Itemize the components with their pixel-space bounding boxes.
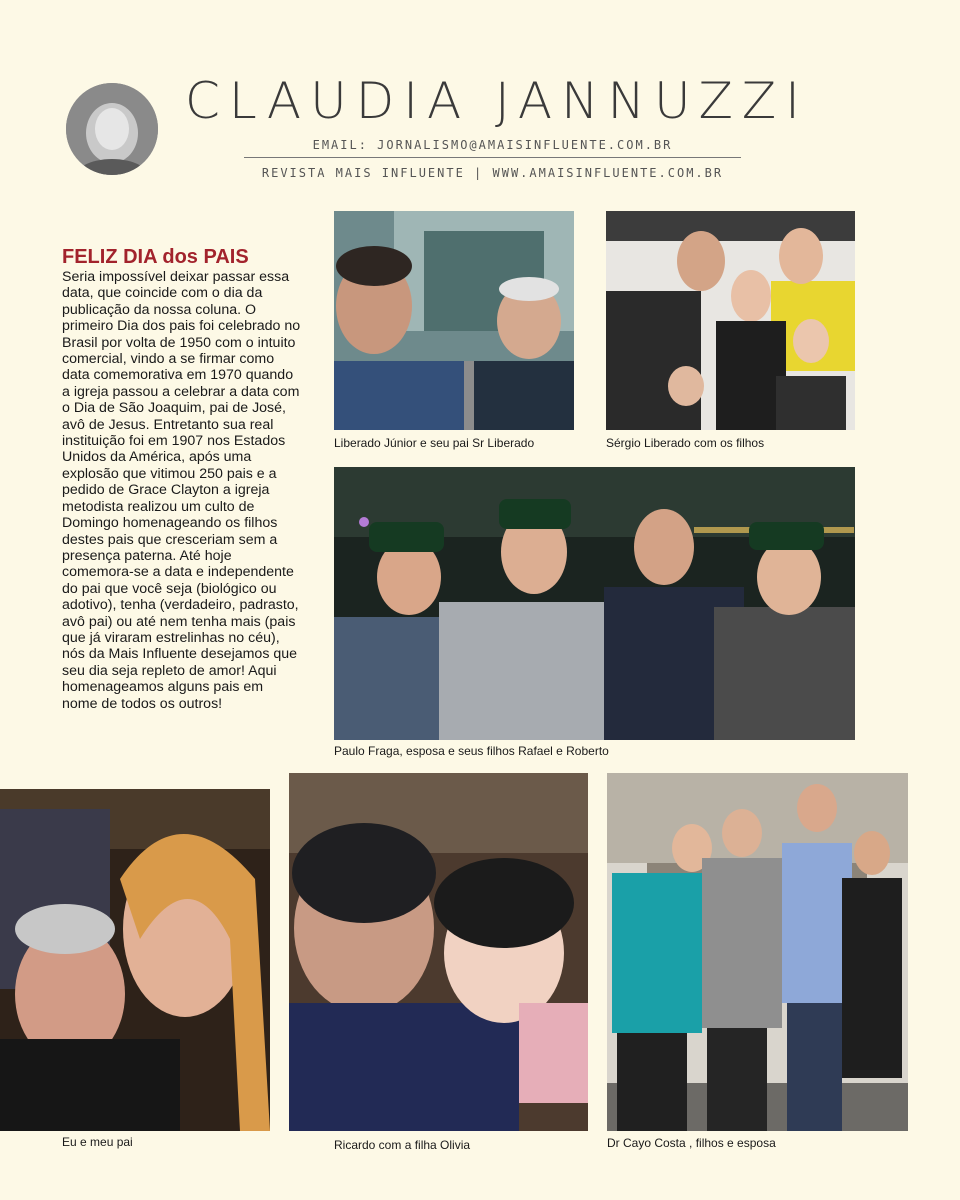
author-avatar bbox=[66, 83, 158, 175]
article-headline: FELIZ DIA dos PAIS bbox=[62, 246, 249, 268]
author-email: EMAIL: JORNALISMO@AMAISINFLUENTE.COM.BR bbox=[312, 138, 673, 152]
photo-cayo-costa-family bbox=[607, 773, 908, 1131]
article-body: Seria impossível deixar passar essa data, que coincide com o dia da publicação da nossa coluna. O primeiro Dia dos pais foi celebrado no Brasil por volta de 1950 com o intuito comercial, vindo a se firmar como data comemorativa em 1970 quando a igreja passou a celebrar a data com o Dia de São Joaquim, pai de José, avô de Jesus. Entretanto sua real instituição foi em 1907 nos Estados Unidos da América, após uma explosão que vitimou 250 pais e a pedido de Grace Clayton a igreja metodista realizou um culto de Domingo homenageando os filhos destes pais que cresceriam sem a presença paterna. Até hoje comemora-se a data e independente do pai que você seja (biológico ou adotivo), tenha (verdadeiro, padrasto, avô pai) ou até nem tenha mais (pais que já viraram estrelinhas no céu), nós da Mais Influente desejamos que seu dia seja repleto de amor! Aqui homenageamos alguns pais em nome de todos os outros! bbox=[62, 269, 301, 712]
caption-photo-5: Ricardo com a filha Olivia bbox=[334, 1138, 471, 1152]
caption-photo-2: Sérgio Liberado com os filhos bbox=[606, 436, 765, 450]
photo-author-with-father bbox=[0, 789, 270, 1131]
caption-photo-6: Dr Cayo Costa , filhos e esposa bbox=[607, 1136, 776, 1150]
photo-sergio-children bbox=[606, 211, 855, 430]
photo-ricardo-daughter bbox=[289, 773, 588, 1131]
header-divider bbox=[244, 157, 741, 158]
photo-paulo-fraga-family bbox=[334, 467, 855, 740]
photo-liberado-father-son bbox=[334, 211, 574, 430]
caption-photo-4: Eu e meu pai bbox=[62, 1135, 133, 1149]
author-name: CLAUDIA JANNUZZI bbox=[185, 72, 809, 130]
caption-photo-1: Liberado Júnior e seu pai Sr Liberado bbox=[334, 436, 535, 450]
magazine-line: REVISTA MAIS INFLUENTE | WWW.AMAISINFLUENTE.COM.BR bbox=[261, 166, 724, 180]
caption-photo-3: Paulo Fraga, esposa e seus filhos Rafael e Roberto bbox=[334, 744, 609, 758]
